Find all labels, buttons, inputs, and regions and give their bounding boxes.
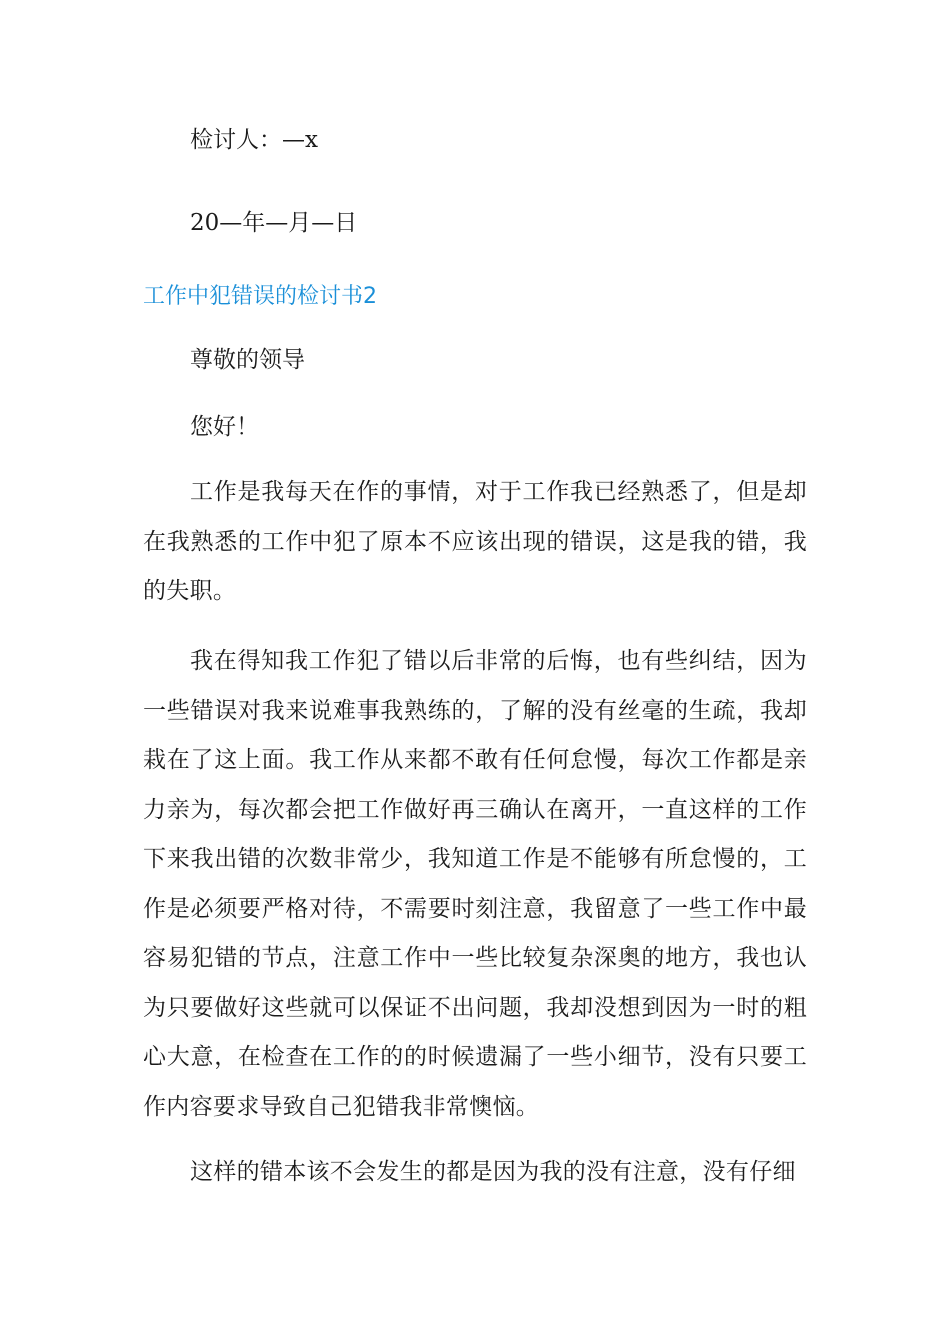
salutation: 尊敬的领导 bbox=[190, 347, 305, 373]
paragraph: 工作是我每天在作的事情，对于工作我已经熟悉了，但是却在我熟悉的工作中犯了原本不应该出现的错误，这是我的错，我的失职。 bbox=[143, 479, 807, 604]
paragraph: 我在得知我工作犯了错以后非常的后悔，也有些纠结，因为一些错误对我来说难事我熟练的，了解的没有丝毫的生疏，我却栽在了这上面。我工作从来都不敢有任何怠慢，每次工作都是亲力亲为，每次都会把工作做好再三确认在离开，一直这样的工作下来我出错的次数非常少，我知道工作是不能够有所怠慢的，工作是必须要严格对待，不需要时刻注意，我留意了一些工作中最容易犯错的节点，注意工作中一些比较复杂深奥的地方，我也认为只要做好这些就可以保证不出问题，我却没想到因为一时的粗心大意，在检查在工作的的时候遗漏了一些小细节，没有只要工作内容要求导致自己犯错我非常懊恼。 bbox=[143, 648, 807, 1120]
signature-date: 20—年—月—日 bbox=[190, 210, 358, 236]
section-title: 工作中犯错误的检讨书2 bbox=[143, 284, 377, 309]
paragraph: 这样的错本该不会发生的都是因为我的没有注意，没有仔细 bbox=[190, 1159, 796, 1185]
reviewer-signature: 检讨人：—x bbox=[190, 127, 318, 153]
greeting: 您好！ bbox=[190, 414, 259, 440]
